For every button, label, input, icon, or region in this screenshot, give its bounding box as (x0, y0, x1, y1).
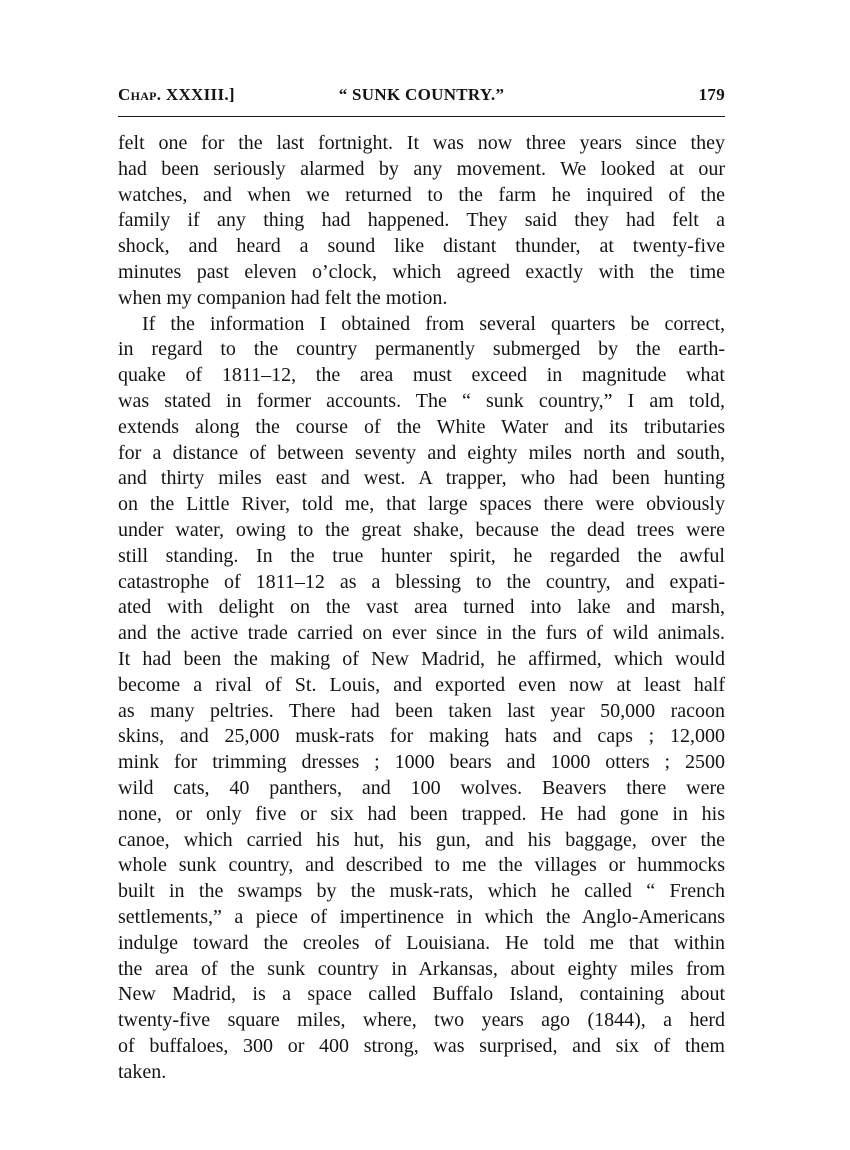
text-line: canoe, which carried his hut, his gun, and his baggage, over the (118, 828, 725, 851)
text-line: watches, and when we returned to the farm he inquired of the (118, 183, 725, 206)
text-line: taken. (118, 1060, 167, 1083)
text-line: and the active trade carried on ever since in the furs of wild animals. (118, 622, 725, 645)
text-line: It had been the making of New Madrid, he affirmed, which would (118, 647, 725, 670)
text-line: in regard to the country permanently submerged by the earth- (118, 338, 725, 361)
text-line: for a distance of between seventy and eighty miles north and south, (118, 441, 725, 464)
text-line: skins, and 25,000 musk-rats for making hats and caps ; 12,000 (118, 725, 725, 748)
text-line: minutes past eleven o’clock, which agreed exactly with the time (118, 260, 725, 283)
text-line: family if any thing had happened. They said they had felt a (118, 209, 725, 232)
text-line: extends along the course of the White Water and its tributaries (118, 415, 725, 438)
text-line: If the information I obtained from several quarters be correct, (142, 312, 725, 335)
text-line: under water, owing to the great shake, because the dead trees were (118, 518, 725, 541)
text-line: still standing. In the true hunter spirit, he regarded the awful (118, 544, 725, 567)
text-line: indulge toward the creoles of Louisiana. He told me that within (118, 931, 725, 954)
text-line: New Madrid, is a space called Buffalo Island, containing about (118, 983, 725, 1006)
body-text (118, 131, 725, 1085)
text-line: of buffaloes, 300 or 400 strong, was surprised, and six of them (118, 1034, 725, 1057)
text-line: mink for trimming dresses ; 1000 bears and 1000 otters ; 2500 (118, 751, 725, 774)
text-line: built in the swamps by the musk-rats, which he called “ French (118, 880, 725, 903)
text-line: ated with delight on the vast area turned into lake and marsh, (118, 596, 725, 619)
text-line: twenty-five square miles, where, two years ago (1844), a herd (118, 1009, 725, 1032)
text-line: felt one for the last fortnight. It was now three years since they (118, 132, 725, 154)
text-line: and thirty miles east and west. A trapper, who had been hunting (118, 467, 725, 490)
text-line: was stated in former accounts. The “ sunk country,” I am told, (118, 389, 725, 412)
page-title: “ SUNK COUNTRY.” (338, 85, 505, 104)
page-number: 179 (698, 85, 725, 104)
text-line: the area of the sunk country in Arkansas, about eighty miles from (118, 957, 725, 980)
text-line: become a rival of St. Louis, and exported even now at least half (118, 673, 725, 696)
text-line: when my companion had felt the motion. (118, 286, 448, 309)
text-line: none, or only five or six had been trapped. He had gone in his (118, 802, 725, 825)
text-line: whole sunk country, and described to me the villages or hummocks (118, 854, 725, 877)
running-head (118, 84, 725, 106)
text-line: had been seriously alarmed by any movement. We looked at our (118, 157, 725, 180)
text-line: as many peltries. There had been taken last year 50,000 racoon (118, 699, 725, 722)
text-line: on the Little River, told me, that large spaces there were obviously (118, 493, 725, 516)
text-line: quake of 1811–12, the area must exceed in magnitude what (118, 364, 725, 387)
text-line: shock, and heard a sound like distant thunder, at twenty-five (118, 235, 725, 258)
text-line: settlements,” a piece of impertinence in which the Anglo-Americans (118, 905, 725, 928)
text-line: wild cats, 40 panthers, and 100 wolves. Beavers there were (118, 776, 725, 799)
chapter-label: Chap. XXXIII.] (118, 85, 235, 104)
text-line: catastrophe of 1811–12 as a blessing to the country, and expati- (118, 570, 725, 593)
header-rule (118, 116, 725, 117)
